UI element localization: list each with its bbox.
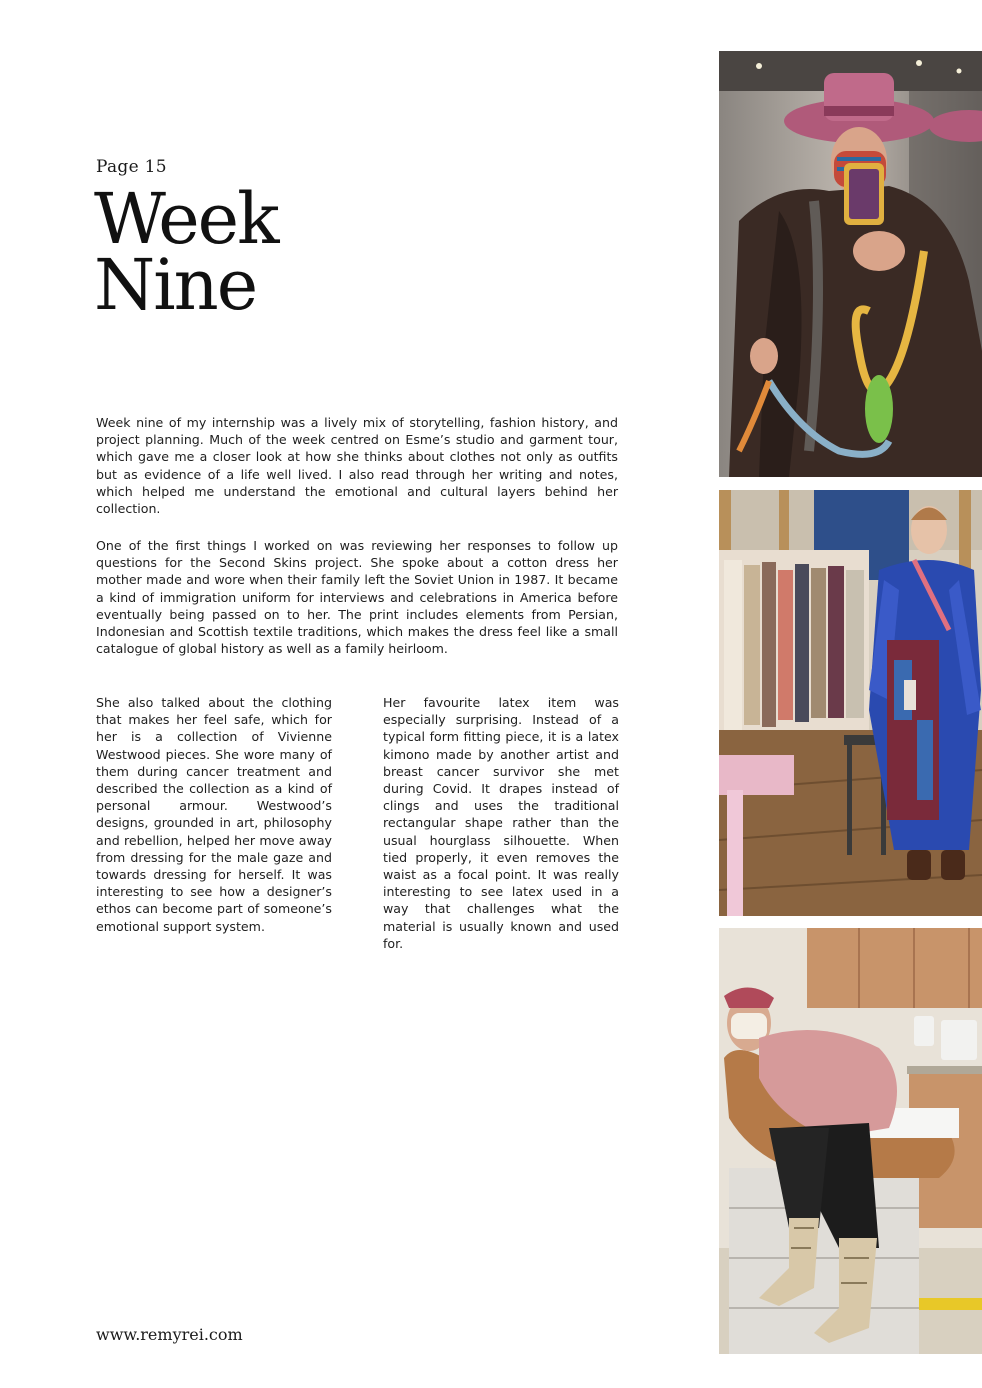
photo-studio-blue-kimono xyxy=(719,490,982,916)
westwood-column: She also talked about the clothing that makes her feel safe, which for her is a collection of Vivienne Westwood pieces. She wore many of them during cancer treatment and described the collection as a kind of personal armour. Westwood’s designs, grounded in art, philosophy and rebellion, helped her move away from dressing for the male gaze and towards dressing for herself. It was interesting to see how a designer’s ethos can become part of someone’s emotional support system. xyxy=(96,695,332,934)
photo-mirror-selfie-fur-coat xyxy=(719,51,982,477)
footer-website[interactable]: www.remyrei.com xyxy=(96,1325,243,1344)
page-title xyxy=(94,178,278,326)
photo-clinic-chair xyxy=(719,928,982,1354)
intro-paragraph: Week nine of my internship was a lively mix of storytelling, fashion history, and project planning. Much of the week centred on Esme’s studio and garment tour, which gave me a closer look at how she thinks about clothes not only as outfits but as evidence of a life well lived. I also read through her writing and notes, which helped me understand the emotional and cultural layers behind her collection. xyxy=(96,415,618,517)
latex-kimono-column: Her favourite latex item was especially surprising. Instead of a typical form fitting piece, it is a latex kimono made by another artist and breast cancer survivor she met during Covid. It drapes instead of clings and uses the traditional rectangular shape rather than the usual hourglass silhouette. When tied properly, it even removes the waist as a focal point. It was really interesting to see latex used in a way that challenges what the material is usually known and used for. xyxy=(383,695,619,951)
page-title-line-2: Nine xyxy=(94,244,257,326)
page-number: Page 15 xyxy=(96,157,167,177)
page-title-line-1: Week xyxy=(94,178,278,260)
second-skins-paragraph: One of the first things I worked on was reviewing her responses to follow up questions for the Second Skins project. She spoke about a cotton dress her mother made and wore when their family left the Soviet Union in 1987. It became a kind of immigration uniform for interviews and celebrations in America before eventually being passed on to her. The print includes elements from Persian, Indonesian and Scottish textile traditions, which makes the dress feel like a small catalogue of global history as well as a family heirloom. xyxy=(96,538,618,657)
